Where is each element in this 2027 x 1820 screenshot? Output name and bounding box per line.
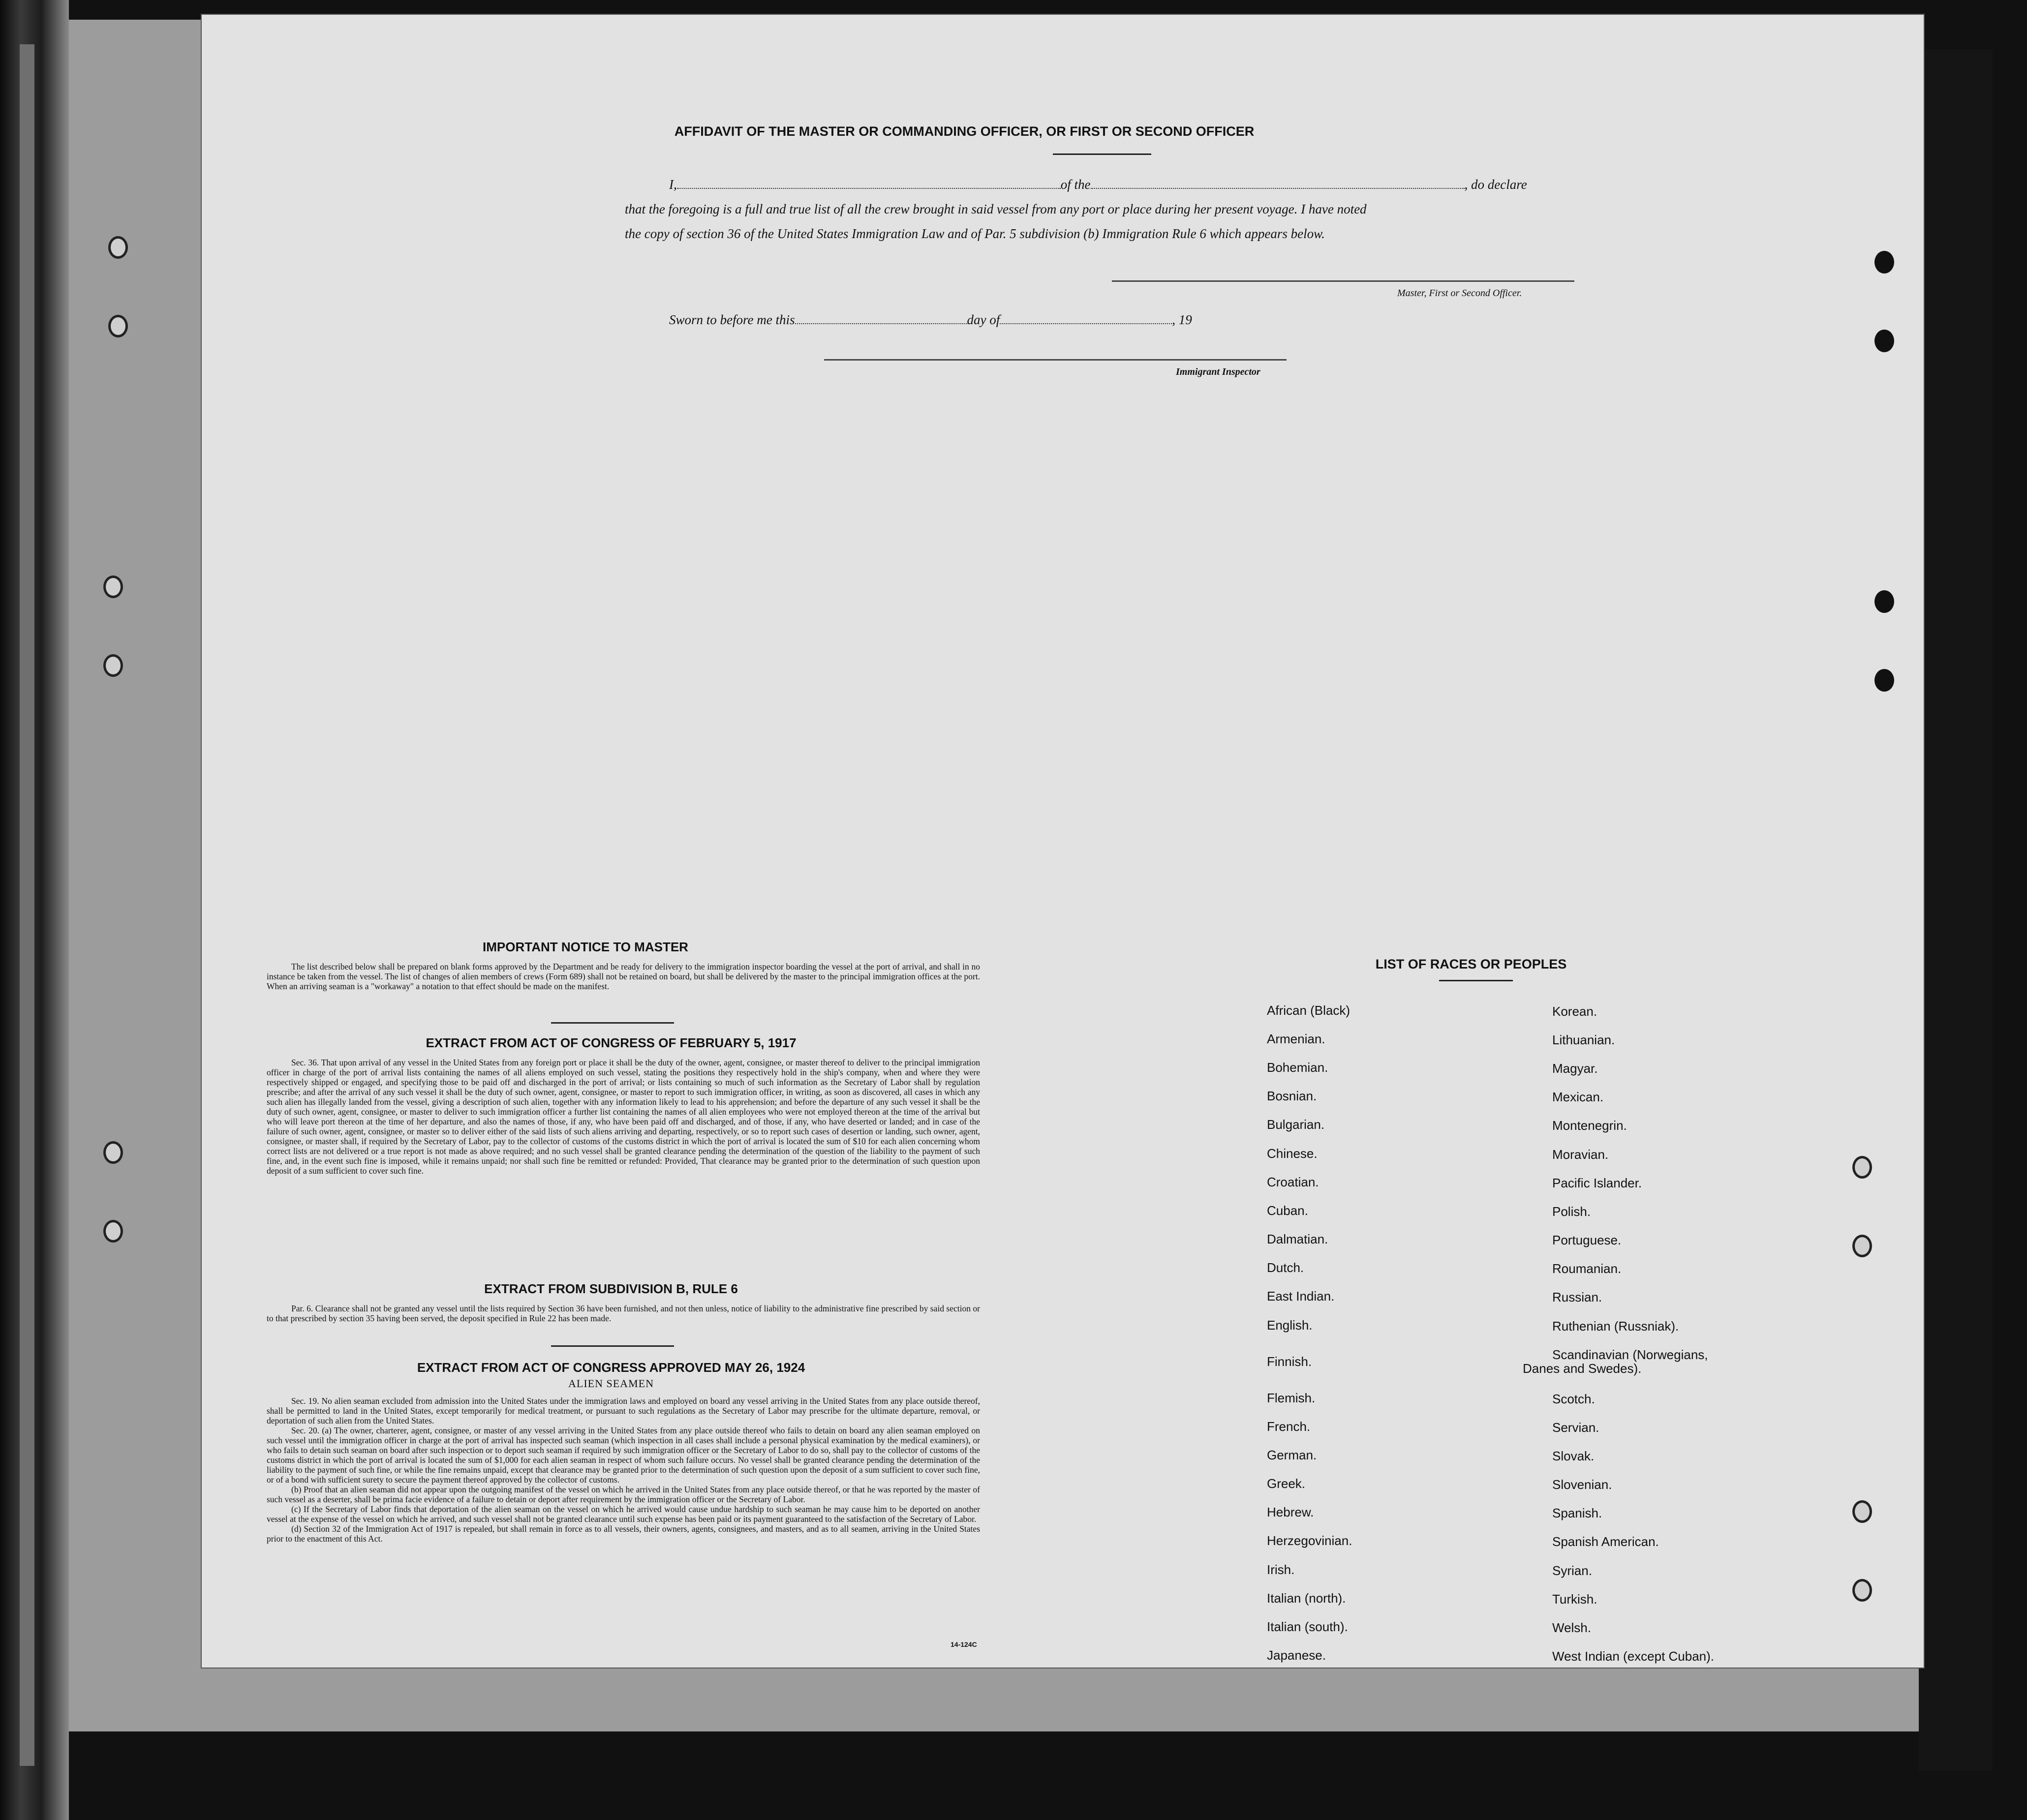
affidavit-i: I, <box>669 177 677 192</box>
race-item: Scotch. <box>1552 1392 1595 1406</box>
race-item: Finnish. <box>1267 1354 1312 1369</box>
race-item: Spanish. <box>1552 1506 1602 1520</box>
race-item: Bulgarian. <box>1267 1117 1325 1132</box>
race-item: Irish. <box>1267 1562 1295 1577</box>
race-item: Korean. <box>1552 1004 1597 1019</box>
binder-hole <box>1852 1579 1872 1602</box>
race-item: French. <box>1267 1419 1311 1434</box>
binder-hole <box>1874 330 1894 352</box>
name-blank <box>677 179 1061 189</box>
race-item: Bohemian. <box>1267 1060 1328 1075</box>
affidavit-line-3: the copy of section 36 of the United States Immigration Law and of Par. 5 subdivision (b) Immigration Rule 6 which appears below. <box>625 226 1325 241</box>
race-item: Polish. <box>1552 1204 1591 1219</box>
race-item: English. <box>1267 1318 1313 1333</box>
binder-hole <box>1874 669 1894 692</box>
sworn-day-blank <box>795 314 967 324</box>
inspector-caption: Immigrant Inspector <box>1176 366 1260 377</box>
notice-text: The list described below shall be prepared on blank forms approved by the Department and be ready for delivery to the immigration inspector boarding the vessel at the port of arrival, and shall in no instance be taken from the vessel. The list of changes of alien members of crews (Form 689) shall not be retained on board, but shall be delivered by the master to the principal immigration offices at the port. When an arriving seaman is a "workaway" a notation to that effect should be made on the manifest. <box>267 962 980 991</box>
race-item: Servian. <box>1552 1420 1599 1435</box>
race-item: Herzegovinian. <box>1267 1533 1352 1548</box>
race-item: Greek. <box>1267 1476 1306 1491</box>
race-item: Moravian. <box>1552 1147 1609 1162</box>
scan-border-strip <box>20 44 34 1766</box>
race-item: Chinese. <box>1267 1146 1318 1161</box>
affidavit-declare: , do declare <box>1464 177 1527 192</box>
race-item: Danes and Swedes). <box>1523 1361 1642 1376</box>
sworn-month-blank <box>1000 314 1172 324</box>
extract-1924-title: EXTRACT FROM ACT OF CONGRESS APPROVED MAY 26, 1924 <box>417 1360 805 1375</box>
race-item: Flemish. <box>1267 1391 1316 1405</box>
race-item: Magyar. <box>1552 1061 1598 1076</box>
race-item: Turkish. <box>1552 1592 1597 1607</box>
binder-hole <box>1852 1500 1872 1523</box>
race-item: Montenegrin. <box>1552 1118 1627 1133</box>
sworn-day-of: day of <box>967 312 1000 327</box>
race-item: Spanish American. <box>1552 1534 1659 1549</box>
extract-1924-para: (c) If the Secretary of Labor finds that deportation of the alien seaman on the vessel on which he arrived would cause undue hardship to such seaman he may cause him to be deported on another vessel at the expense of the vessel on which he arrived, and such vessel shall not be granted clearance until such expense has been paid or its payment guaranteed to the satisfaction of the Secretary of Labor. <box>267 1504 980 1524</box>
race-item: Pacific Islander. <box>1552 1176 1642 1190</box>
section-rule <box>551 1022 674 1024</box>
race-item: Hebrew. <box>1267 1505 1314 1519</box>
extract-1917-text: Sec. 36. That upon arrival of any vessel in the United States from any foreign port or place it shall be the duty of the owner, agent, consignee, or master thereof to deliver to the principal immigration officer in charge of the port of arrival lists containing the names of all aliens employed on such vessel, stating the positions they respectively hold in the ship's company, when and where they were respectively shipped or engaged, and specifying those to be paid off and discharged in the port of arrival; or lists containing so much of such information as the Secretary of Labor shall by regulation prescribe; and after the arrival of any such vessel it shall be the duty of such owner, agent, consignee, or master to report to such immigration officer, in writing, as soon as discovered, all cases in which any such alien has illegally landed from the vessel, giving a description of such alien, together with any information likely to lead to his apprehension; and before the departure of any such vessel it shall be the duty of such owner, agent, consignee, or master to deliver to such immigration officer a further list containing the names of all alien employees who were not employed thereon at the time of the arrival but who will leave port thereon at the time of her departure, and also the names of those, if any, who have been paid off and discharged, and of those, if any, who have deserted or landed; and in case of the failure of such owner, agent, consignee, or master so to deliver either of the said lists of such aliens arriving and departing, respectively, or so to report such cases of desertion or landing, such owner, agent, consignee, or master shall, if required by the Secretary of Labor, pay to the collector of customs of the customs district in which the port of arrival is located the sum of $10 for each alien concerning whom correct lists are not delivered or a true report is not made as above required; and no such vessel shall be granted clearance pending the determination of the question of the liability to the payment of such fine, and, in the event such fine is imposed, while it remains unpaid; nor shall such fine be remitted or refunded: Provided, That clearance may be granted prior to the determination of such question upon deposit of a sum sufficient to cover such fine. <box>267 1058 980 1176</box>
race-item: Mexican. <box>1552 1090 1604 1104</box>
extract-1917-title: EXTRACT FROM ACT OF CONGRESS OF FEBRUARY 5, 1917 <box>426 1035 797 1050</box>
race-item: Croatian. <box>1267 1175 1319 1189</box>
race-item: Armenian. <box>1267 1031 1325 1046</box>
race-item: Roumanian. <box>1552 1261 1622 1276</box>
race-item: German. <box>1267 1448 1317 1462</box>
affidavit-title: AFFIDAVIT OF THE MASTER OR COMMANDING OFFICER, OR FIRST OR SECOND OFFICER <box>674 124 1255 139</box>
extract-rule6-text: Par. 6. Clearance shall not be granted any vessel until the lists required by Section 36 have been furnished, and not then unless, notice of liability to the administrative fine prescribed by said section or to that prescribed by section 35 having been served, the deposit specified in Rule 22 has been made. <box>267 1304 980 1323</box>
section-rule <box>551 1345 674 1347</box>
sworn-line <box>669 312 1192 328</box>
race-item: Welsh. <box>1552 1620 1591 1635</box>
extract-1924-para: Sec. 20. (a) The owner, charterer, agent, consignee, or master of any vessel arriving in the United States from any place outside thereof who fails to detain on board any alien seaman employed on such vessel until the immigration officer in charge at the port of arrival has inspected such seaman (which inspection in all cases shall include a personal physical examination by the medical examiners), or who fails to detain such seaman on board after such inspection or to deport such seaman if required by such immigration officer or the Secretary of Labor to do so, shall pay to the collector of customs of the customs district in which the port of arrival is located the sum of $1,000 for each alien seaman in respect of whom such failure occurs. No vessel shall be granted clearance pending the determination of the liability to the payment of such fine, or while the fine remains unpaid, except that clearance may be granted prior to the determination of such question upon the deposit of a sum sufficient to cover such fine, or of a bond with sufficient surety to secure the payment thereof approved by the collector of customs. <box>267 1426 980 1485</box>
vessel-blank <box>1091 179 1465 189</box>
binder-hole <box>103 576 123 598</box>
sworn-text: Sworn to before me this <box>669 312 795 327</box>
binder-hole <box>1852 1235 1872 1257</box>
race-item: East Indian. <box>1267 1289 1335 1304</box>
race-item: Italian (south). <box>1267 1619 1348 1634</box>
race-item: Italian (north). <box>1267 1591 1346 1606</box>
extract-1924-para: (d) Section 32 of the Immigration Act of 1917 is repealed, but shall remain in force as to all vessels, their owners, agents, consignees, and masters, and as to all seamen, arriving in the United States prior to the enactment of this Act. <box>267 1524 980 1544</box>
race-item: Ruthenian (Russniak). <box>1552 1319 1679 1334</box>
race-item: African (Black) <box>1267 1003 1351 1018</box>
binder-hole <box>103 1141 123 1164</box>
affidavit-line-2: that the foregoing is a full and true list of all the crew brought in said vessel from any port or place during her present voyage. I have noted <box>625 202 1367 216</box>
race-item: Dalmatian. <box>1267 1232 1328 1246</box>
affidavit-line-1 <box>669 177 1527 192</box>
race-item: Dutch. <box>1267 1260 1304 1275</box>
binder-hole <box>1874 590 1894 613</box>
races-title: LIST OF RACES OR PEOPLES <box>1375 957 1567 971</box>
binder-hole <box>1874 251 1894 273</box>
race-item: Slovak. <box>1552 1449 1595 1463</box>
race-item: Slovenian. <box>1552 1477 1612 1492</box>
document-page <box>202 15 1924 1668</box>
race-item: Portuguese. <box>1552 1233 1622 1247</box>
affidavit-of-the: of the <box>1060 177 1091 192</box>
race-item: Cuban. <box>1267 1203 1308 1218</box>
extract-1924-para: Sec. 19. No alien seaman excluded from admission into the United States under the immigration laws and employed on board any vessel arriving in the United States from any place outside thereof, shall be permitted to land in the United States, except temporarily for medical treatment, or pursuant to such regulations as the Secretary of Labor may prescribe for the ultimate departure, removal, or deportation of such alien from the United States. <box>267 1396 980 1426</box>
form-number: 14-124C <box>951 1640 977 1648</box>
scan-border-right <box>1919 49 1993 1771</box>
race-item: West Indian (except Cuban). <box>1552 1649 1715 1664</box>
race-item: Scandinavian (Norwegians, <box>1552 1347 1708 1362</box>
extract-1924-para: (b) Proof that an alien seaman did not appear upon the outgoing manifest of the vessel on which he arrived in the United States from any place outside thereof, or that he was reported by the master of such vessel as a deserter, shall be prima facie evidence of a failure to detain or deport after requirement by the immigration officer or the Secretary of Labor. <box>267 1485 980 1504</box>
title-rule <box>1053 153 1151 155</box>
extract-1924-text <box>267 1396 980 1544</box>
binder-hole <box>103 654 123 677</box>
inspector-signature-line <box>824 359 1287 361</box>
notice-title: IMPORTANT NOTICE TO MASTER <box>483 940 688 954</box>
race-item: Lithuanian. <box>1552 1032 1615 1047</box>
race-item: Japanese. <box>1267 1648 1326 1663</box>
binder-hole <box>1852 1156 1872 1179</box>
race-item: Bosnian. <box>1267 1089 1317 1103</box>
binder-hole <box>103 1220 123 1243</box>
extract-rule6-title: EXTRACT FROM SUBDIVISION B, RULE 6 <box>484 1281 738 1296</box>
races-rule <box>1439 980 1513 981</box>
binder-hole <box>108 315 128 337</box>
scan-border-left <box>0 0 69 1820</box>
master-signature-caption: Master, First or Second Officer. <box>1397 288 1522 299</box>
race-item: Russian. <box>1552 1290 1602 1304</box>
extract-1924-subtitle: ALIEN SEAMEN <box>568 1377 654 1390</box>
sworn-year: , 19 <box>1172 312 1192 327</box>
master-signature-line <box>1112 280 1574 282</box>
race-item: Syrian. <box>1552 1563 1592 1578</box>
binder-hole <box>108 236 128 259</box>
